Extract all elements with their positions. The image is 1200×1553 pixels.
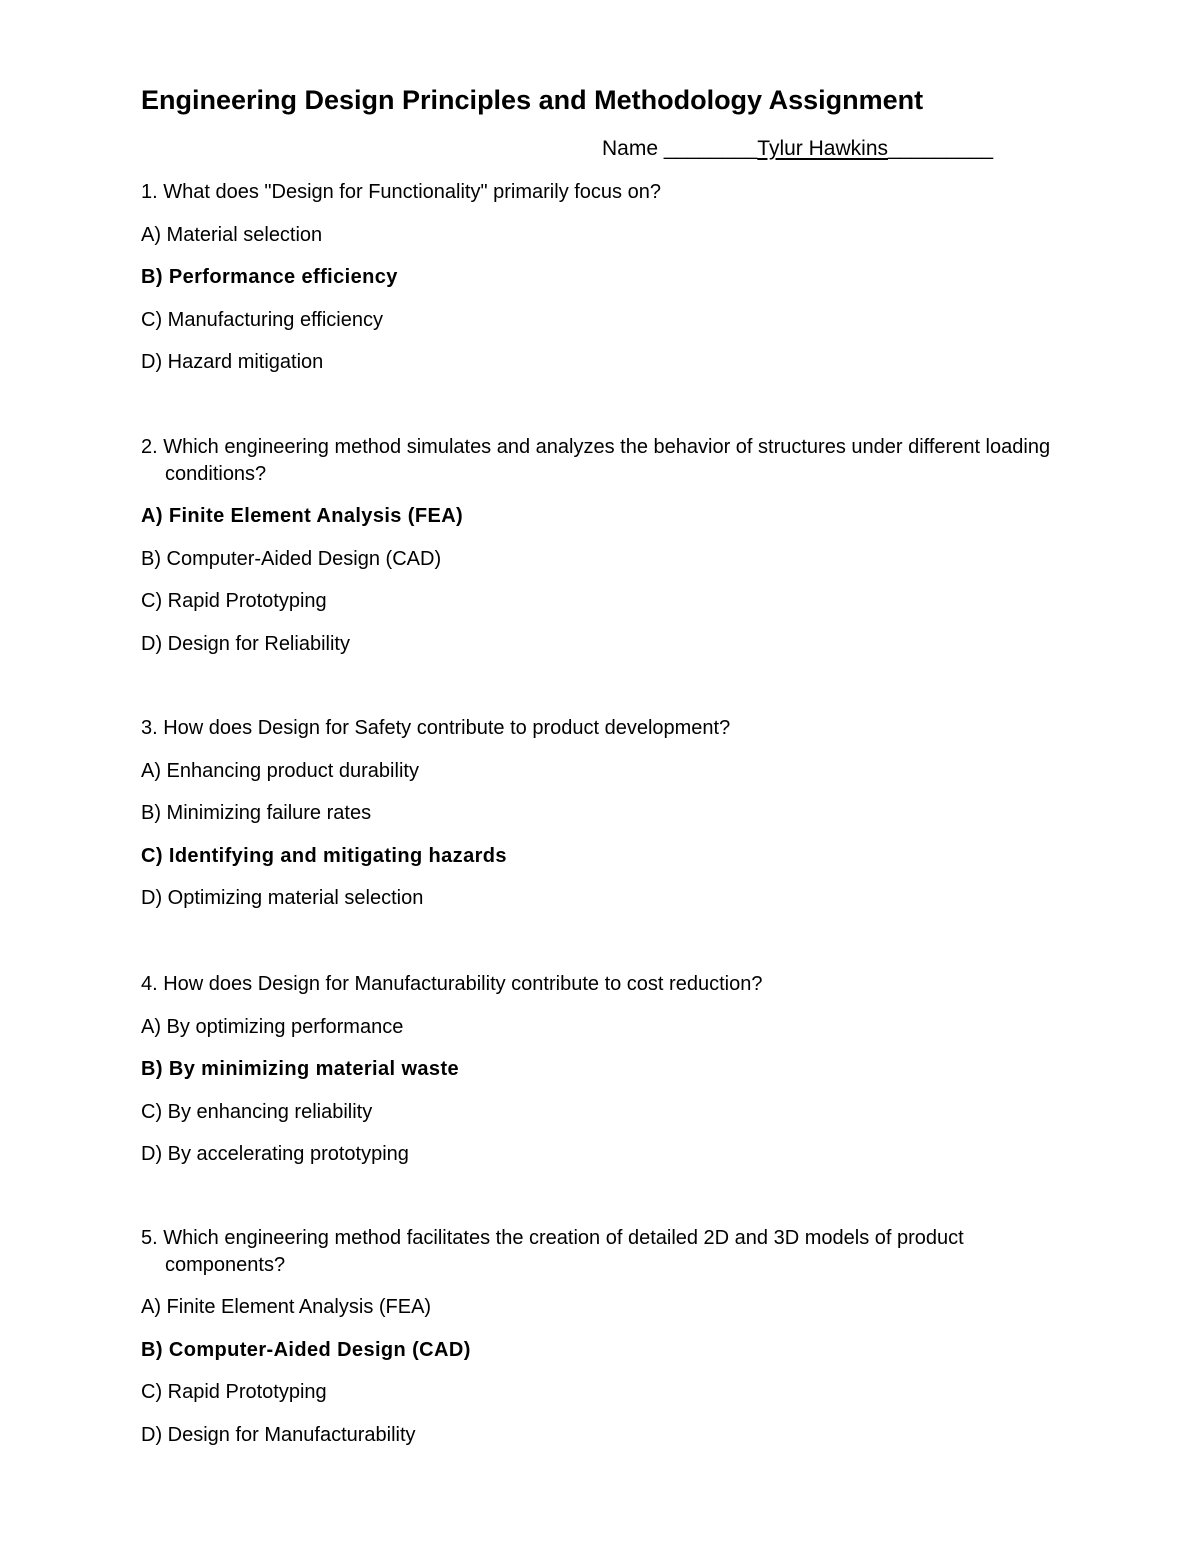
name-line [602,136,993,162]
answer-option: D) Design for Manufacturability [141,1423,416,1446]
question-text: 5. Which engineering method facilitates the creation of detailed 2D and 3D models of product components? [141,1227,964,1276]
question-2 [141,434,1061,655]
answer-option: D) By accelerating prototyping [141,1143,409,1165]
student-name: Tylur Hawkins [757,137,888,160]
question-text: 2. Which engineering method simulates and analyzes the behavior of structures under different loading conditions? [141,436,1051,485]
question-4 [141,971,1061,1165]
answer-option-selected: A) Finite Element Analysis (FEA) [141,505,464,527]
name-label: Name ________ [602,137,758,160]
document-title: Engineering Design Principles and Methodology Assignment [141,85,924,115]
name-trailing-underscores: _________ [888,137,994,160]
answer-option: C) Manufacturing efficiency [141,308,383,331]
answer-option: A) Enhancing product durability [141,759,419,782]
answer-option: B) Computer-Aided Design (CAD) [141,547,442,570]
answer-option: A) By optimizing performance [141,1015,404,1038]
answer-option: C) Rapid Prototyping [141,590,327,612]
question-text: 4. How does Design for Manufacturability contribute to cost reduction? [141,973,763,995]
question-1 [141,179,1061,373]
answer-option-selected: C) Identifying and mitigating hazards [141,844,507,867]
question-3 [141,715,1061,909]
answer-option-selected: B) Computer-Aided Design (CAD) [141,1338,471,1361]
answer-option: C) Rapid Prototyping [141,1381,327,1403]
answer-option: D) Optimizing material selection [141,887,424,909]
answer-option: D) Hazard mitigation [141,351,324,373]
answer-option: D) Design for Reliability [141,632,350,655]
question-text: 1. What does "Design for Functionality" primarily focus on? [141,181,661,203]
answer-option: C) By enhancing reliability [141,1100,373,1123]
answer-option-selected: B) Performance efficiency [141,266,398,288]
question-text: 3. How does Design for Safety contribute to product development? [141,717,731,739]
answer-option: A) Material selection [141,223,323,246]
answer-option: A) Finite Element Analysis (FEA) [141,1296,432,1318]
answer-option: B) Minimizing failure rates [141,802,372,824]
question-5 [141,1225,1061,1446]
answer-option-selected: B) By minimizing material waste [141,1058,460,1080]
